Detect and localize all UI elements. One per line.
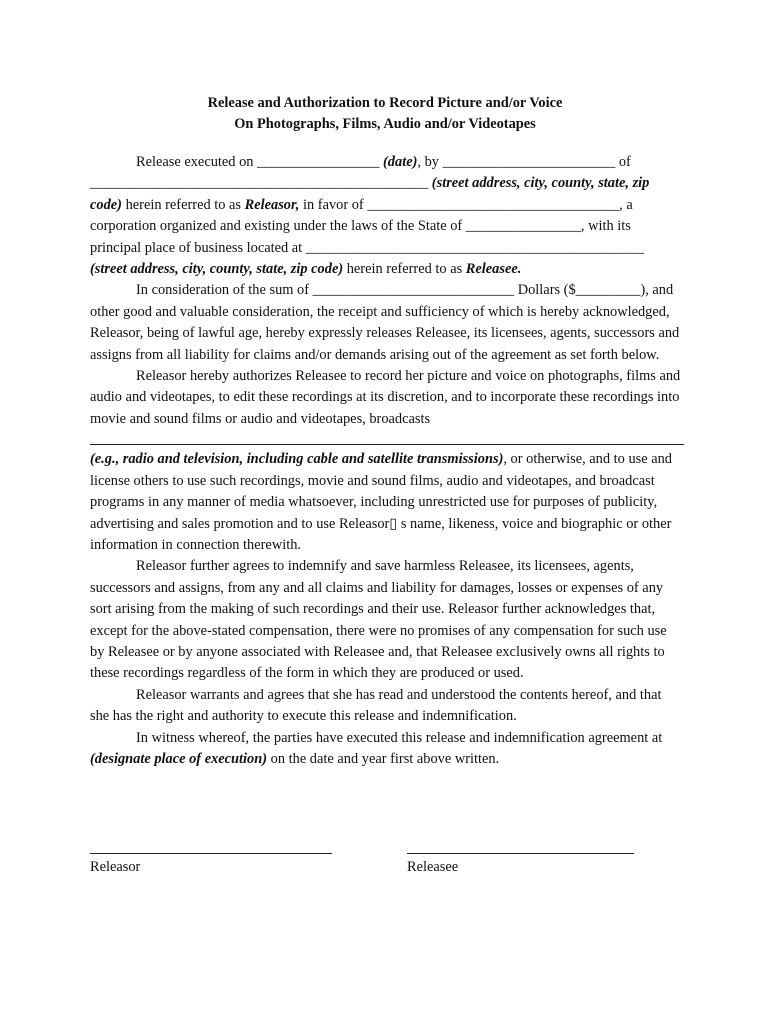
text: Releasor hereby authorizes Releasee to record her picture and voice on photographs, films and audio and videotapes, to edit these recordings at its discretion, and to incorporate these recordings into movie and sound films or audio and videotapes, broadcasts — [90, 368, 681, 427]
paragraph-warranty: Releasor warrants and agrees that she has read and understood the contents hereof, and that she has the right and authority to execute this release and indemnification. — [90, 686, 662, 725]
text: In witness whereof, the parties have executed this release and indemnification agreement at — [136, 729, 663, 746]
releasee-address-blank[interactable]: _______________________________________________ — [305, 239, 644, 256]
text: Dollars ($ — [514, 282, 576, 299]
paragraph-authorization-cont — [90, 449, 684, 556]
document-body — [90, 152, 684, 770]
releasor-signature-line[interactable] — [90, 853, 332, 854]
paragraph-indemnify: Releasor further agrees to indemnify and save harmless Releasee, its licensees, agents, successors and assigns, from any and all claims and liability for damages, losses or expenses of any sort arising from the making of such recordings and their use. Releasor further acknowledges that, except for the above-stated compensation, there were no promises of any compensation for such use by Releasee or by anyone associated with Releasee and, that Releasee exclusively owns all rights to these recordings regardless of the form in which they are produced or used. — [90, 558, 667, 682]
text: of — [615, 154, 631, 170]
releasor-signature-label: Releasor — [90, 859, 141, 875]
text: in favor of — [299, 196, 368, 213]
broadcasts-blank-line[interactable] — [90, 430, 684, 445]
state-blank[interactable]: ________________ — [465, 218, 581, 235]
text: on the date and year first above written. — [267, 750, 500, 767]
text: Release executed on — [136, 154, 258, 170]
date-blank[interactable]: _________________ — [257, 154, 380, 170]
releasee-term: Releasee. — [465, 261, 522, 278]
text: herein referred to as — [121, 196, 245, 213]
document-title-line1: Release and Authorization to Record Picture and/or Voice — [207, 95, 563, 111]
text: , or otherwise, and to use and license others to use such recordings, movie and sound films, audio and videotapes, and broadcast programs in any manner of media whatsoever, including unrestricted use for purposes of publicity, advertising and sales promotion and to use Releasor▯ s name, likeness, voice and biographic or other information in connection therewith. — [90, 451, 673, 553]
releasee-name-blank[interactable]: ___________________________________ — [367, 196, 620, 213]
text: ), and other good and valuable consideration, the receipt and sufficiency of which is hereby acknowledged, Releasor, being of lawful age, hereby expressly releases Releasee, its licensees, agents, successors and assigns from all liability for claims and/or demands arising out of the agreement as set forth below. — [90, 282, 680, 363]
example-text: (e.g., radio and television, including cable and satellite transmissions) — [90, 451, 504, 468]
text: In consideration of the sum of — [136, 282, 313, 299]
place-label: (designate place of execution) — [90, 750, 268, 767]
text: herein referred to as — [343, 261, 466, 278]
date-label: (date) — [383, 154, 418, 170]
document-title-line2: On Photographs, Films, Audio and/or Videotapes — [234, 116, 536, 132]
sum-amount-blank[interactable]: _________ — [575, 282, 641, 299]
releasor-address-blank[interactable]: _______________________________________________ — [90, 175, 429, 192]
address-label: (street address, city, county, state, zip code) — [90, 261, 344, 278]
paragraph-witness — [90, 728, 684, 771]
paragraph-parties — [90, 152, 684, 280]
text: , a corporation organized and existing under the laws of the State of — [90, 196, 633, 235]
releasee-signature-label: Releasee — [407, 859, 459, 875]
releasee-signature-line[interactable] — [407, 853, 634, 854]
paragraph-authorization — [90, 366, 684, 445]
paragraph-consideration — [90, 280, 684, 366]
text: , with its principal place of business located at — [90, 218, 631, 256]
text: , by — [417, 154, 443, 170]
releasor-name-blank[interactable]: ________________________ — [442, 154, 616, 170]
releasor-term: Releasor, — [244, 196, 300, 213]
sum-words-blank[interactable]: ____________________________ — [312, 282, 515, 299]
address-label: (street address, city, county, state, zip code) — [90, 175, 650, 213]
